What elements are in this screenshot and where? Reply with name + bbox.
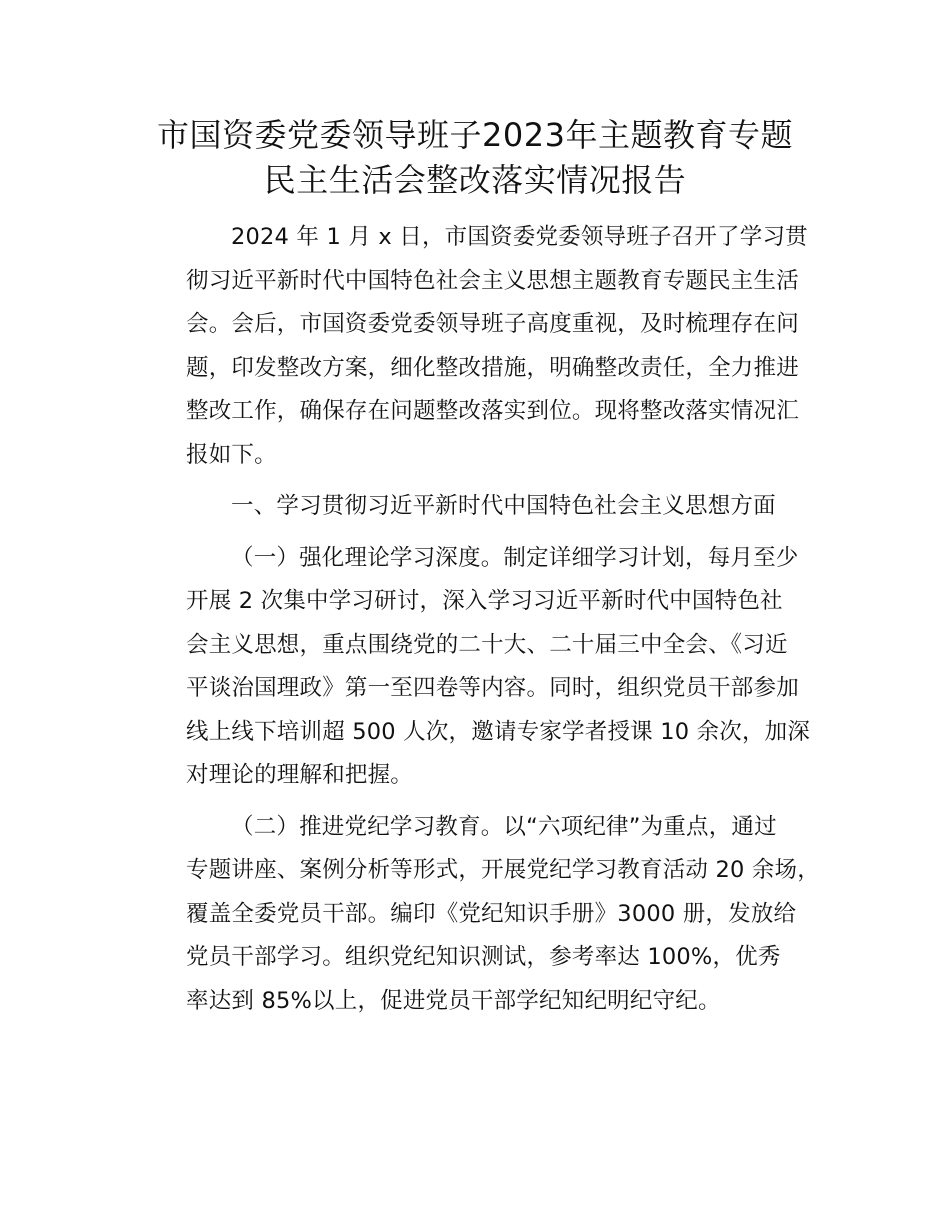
paragraph-line: 开展 2 次集中学习研讨，深入学习习近平新时代中国特色社 (186, 588, 783, 614)
paragraph-line: 会主义思想，重点围绕党的二十大、二十届三中全会、《习近 (186, 631, 788, 658)
paragraph-line: 专题讲座、案例分析等形式，开展党纪学习教育活动 20 余场， (186, 857, 820, 883)
paragraph-line: 报如下。 (186, 441, 277, 468)
paragraph-line: 党员干部学习。组织党纪知识测试，参考率达 100%，优秀 (186, 944, 781, 970)
subsection-paragraph-2 (141, 806, 841, 1024)
paragraph-line: （一）强化理论学习深度。制定详细学习计划，每月至少 (231, 544, 799, 571)
section-heading-text: 一、学习贯彻习近平新时代中国特色社会主义思想方面 (231, 493, 776, 519)
paragraph-line: 题，印发整改方案，细化整改措施，明确整改责任，全力推进 (186, 354, 799, 381)
section-heading (141, 485, 841, 529)
paragraph-line: （二）推进党纪学习教育。以“六项纪律”为重点，通过 (231, 813, 777, 840)
paragraph-line: 率达到 85%以上，促进党员干部学纪知纪明纪守纪。 (186, 987, 721, 1014)
document-title-line-2: 民主生活会整改落实情况报告 (263, 161, 687, 199)
paragraph-line: 彻习近平新时代中国特色社会主义思想主题教育专题民主生活 (186, 267, 799, 294)
document-body (141, 216, 841, 1023)
intro-paragraph (141, 216, 841, 477)
paragraph-line: 平谈治国理政》第一至四卷等内容。同时，组织党员干部参加 (186, 675, 799, 701)
subsection-paragraph-1 (141, 537, 841, 798)
paragraph-line: 对理论的理解和把握。 (186, 762, 414, 788)
document-title-line-1: 市国资委党委领导班子2023年主题教育专题 (157, 116, 793, 154)
paragraph-line: 整改工作，确保存在问题整改落实到位。现将整改落实情况汇 (186, 398, 799, 424)
paragraph-line: 2024 年 1 月 x 日，市国资委党委领导班子召开了学习贯 (231, 224, 808, 250)
paragraph-line: 覆盖全委党员干部。编印《党纪知识手册》3000 册，发放给 (186, 900, 797, 927)
paragraph-line: 会。会后，市国资委党委领导班子高度重视，及时梳理存在问 (186, 311, 799, 337)
paragraph-line: 线上线下培训超 500 人次，邀请专家学者授课 10 余次，加深 (186, 718, 811, 745)
